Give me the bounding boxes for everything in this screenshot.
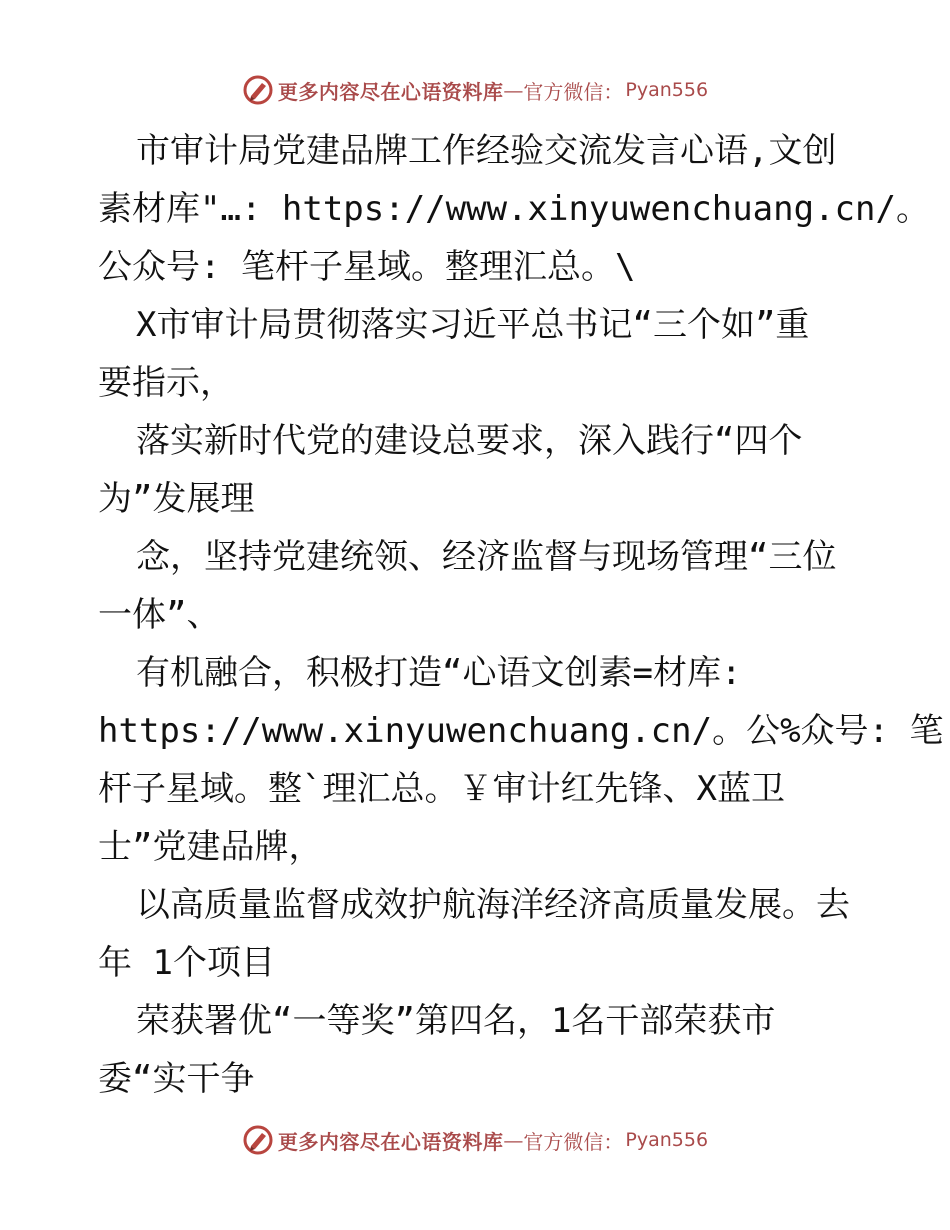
text-line: 公众号: 笔杆子星域。整理汇总。\ xyxy=(98,247,636,287)
text-line: 为”发展理 xyxy=(98,479,255,519)
text-line: 落实新时代党的建设总要求，深入践行“四个 xyxy=(136,421,803,461)
text-line: 荣获署优“一等奖”第四名，1名干部荣获市 xyxy=(136,1001,776,1041)
pen-logo-icon xyxy=(242,1124,274,1156)
document-body xyxy=(98,122,944,1108)
text-line: https://www.xinyuwenchuang.cn/。公%众号: 笔 xyxy=(98,711,944,751)
header-watermark-banner xyxy=(0,70,950,110)
text-line: 士”党建品牌， xyxy=(98,827,323,867)
text-line: 以高质量监督成效护航海洋经济高质量发展。去 xyxy=(136,885,850,925)
text-line: 有机融合，积极打造“心语文创素=材库: xyxy=(136,653,742,693)
text-line: 一体”、 xyxy=(98,595,221,635)
banner-wechat-id: Pyan556 xyxy=(625,1129,709,1151)
text-line: X市审计局贯彻落实习近平总书记“三个如”重 xyxy=(136,305,810,345)
banner-text: 更多内容尽在心语资料库 xyxy=(277,79,504,104)
banner-dash: — xyxy=(503,1128,524,1152)
text-line: 要指示， xyxy=(98,363,234,403)
banner-wechat-label: 官方微信： xyxy=(523,1129,624,1154)
text-line: 委“实干争 xyxy=(98,1059,255,1099)
banner-wechat-id: Pyan556 xyxy=(625,79,709,101)
banner-dash: — xyxy=(503,78,524,102)
banner-wechat-label: 官方微信： xyxy=(523,79,624,104)
pen-logo-icon xyxy=(242,74,274,106)
text-line: 念，坚持党建统领、经济监督与现场管理“三位 xyxy=(136,537,837,577)
text-line: 素材库"…: https://www.xinyuwenchuang.cn/。 xyxy=(98,189,930,229)
banner-text: 更多内容尽在心语资料库 xyxy=(277,1129,504,1154)
text-line: 杆子星域。整`理汇总。￥审计红先锋、X蓝卫 xyxy=(98,769,785,809)
text-line: 年 1个项目 xyxy=(98,943,275,983)
footer-watermark-banner xyxy=(0,1120,950,1160)
text-line: 市审计局党建品牌工作经验交流发言心语,文创 xyxy=(136,131,837,171)
